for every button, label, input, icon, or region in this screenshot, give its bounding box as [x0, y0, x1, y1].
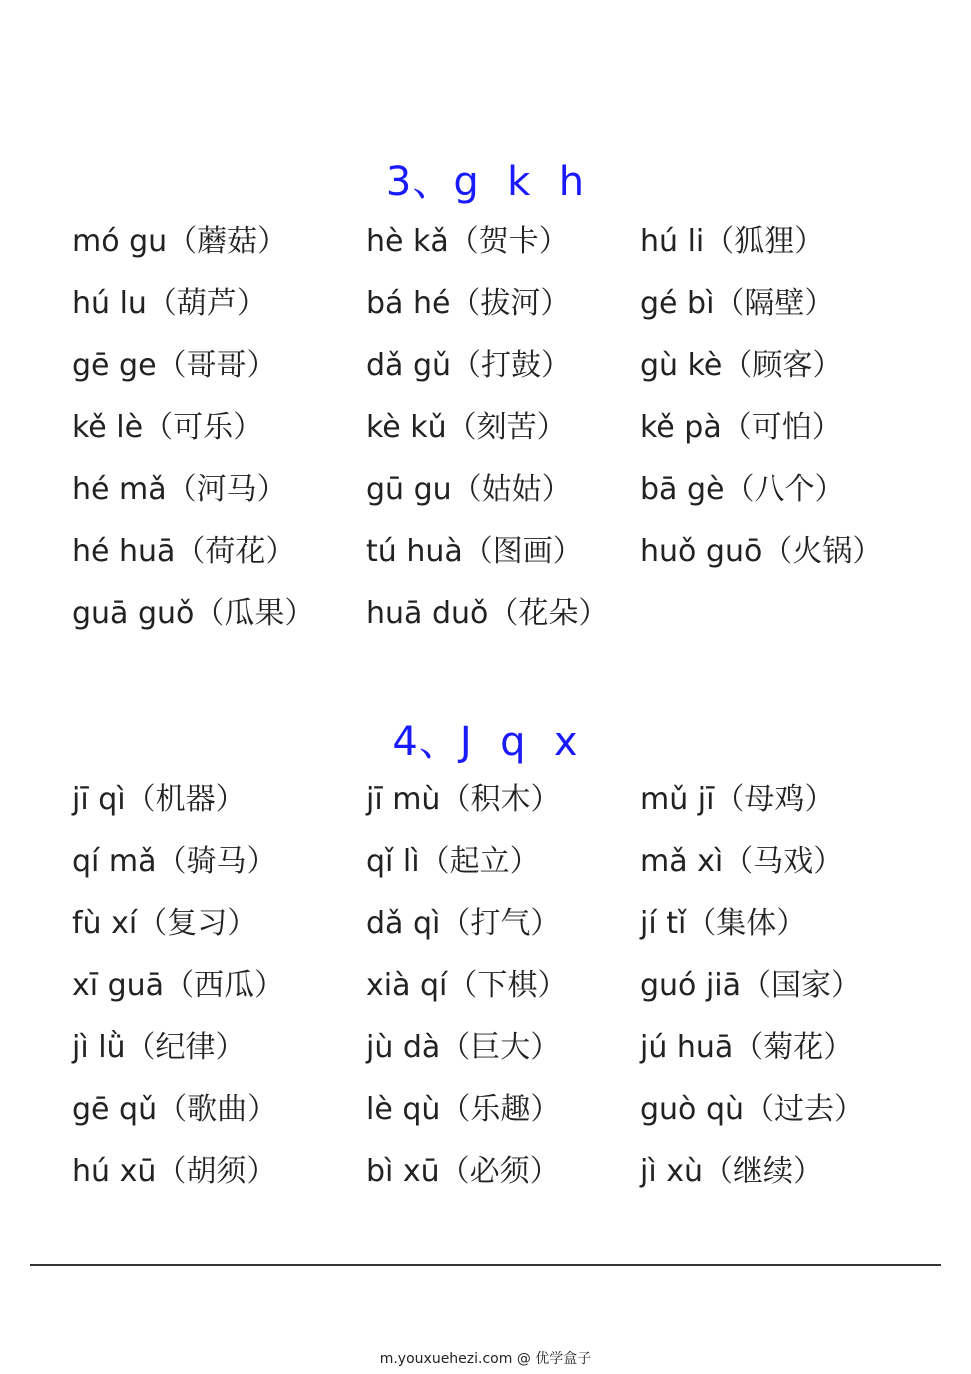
word-item: jì lǜ（纪律） [72, 1030, 246, 1065]
word-item: qǐ lì（起立） [366, 844, 540, 879]
word-item: huā duǒ（花朵） [366, 596, 609, 631]
word-item: hé mǎ（河马） [72, 472, 287, 507]
word-row [72, 902, 932, 964]
word-item: mó gu（蘑菇） [72, 224, 288, 259]
word-item: xià qí（下棋） [366, 968, 568, 1003]
word-row [72, 1088, 932, 1150]
word-item: mǎ xì（马戏） [640, 844, 844, 879]
word-item: jī mù（积木） [366, 782, 561, 817]
word-item: gē qǔ（歌曲） [72, 1092, 278, 1127]
word-item: guó jiā（国家） [640, 968, 862, 1003]
word-item: bá hé（拔河） [366, 286, 571, 321]
word-row [72, 406, 932, 468]
word-item: kě lè（可乐） [72, 410, 264, 445]
word-item: bì xū（必须） [366, 1154, 560, 1189]
word-item: dǎ qì（打气） [366, 906, 561, 941]
word-item: gé bì（隔壁） [640, 286, 835, 321]
word-row [72, 344, 932, 406]
word-row [72, 1150, 932, 1212]
word-row [72, 530, 932, 592]
word-item: kè kǔ（刻苦） [366, 410, 567, 445]
word-item: fù xí（复习） [72, 906, 258, 941]
word-item: jí tǐ（集体） [640, 906, 807, 941]
section-title-jqx: 4、J q x [392, 719, 579, 765]
word-row [72, 220, 932, 282]
word-item: kě pà（可怕） [640, 410, 842, 445]
word-item: guò qù（过去） [640, 1092, 865, 1127]
word-item: lè qù（乐趣） [366, 1092, 561, 1127]
word-item: xī guā（西瓜） [72, 968, 285, 1003]
word-item: gù kè（顾客） [640, 348, 843, 383]
word-item: mǔ jī（母鸡） [640, 782, 835, 817]
section-title-gkh: 3、g k h [385, 159, 586, 205]
word-item: gē ge（哥哥） [72, 348, 277, 383]
word-item: hú xū（胡须） [72, 1154, 277, 1189]
word-item: jù dà（巨大） [366, 1030, 561, 1065]
word-item: guā guǒ（瓜果） [72, 596, 315, 631]
word-row [72, 592, 932, 654]
word-item: hú li（狐狸） [640, 224, 825, 259]
word-item: tú huà（图画） [366, 534, 583, 569]
word-item: gū gu（姑姑） [366, 472, 572, 507]
word-item: jú huā（菊花） [640, 1030, 854, 1065]
word-row [72, 840, 932, 902]
word-item: hè kǎ（贺卡） [366, 224, 569, 259]
word-item: hú lu（葫芦） [72, 286, 267, 321]
word-item: hé huā（荷花） [72, 534, 296, 569]
word-row [72, 1026, 932, 1088]
word-grid-jqx [72, 778, 932, 1212]
word-item: qí mǎ（骑马） [72, 844, 277, 879]
word-grid-gkh [72, 220, 932, 654]
word-row [72, 468, 932, 530]
footer-divider [30, 1264, 941, 1266]
word-item: bā gè（八个） [640, 472, 845, 507]
word-item: jī qì（机器） [72, 782, 246, 817]
word-item: dǎ gǔ（打鼓） [366, 348, 572, 383]
word-item: huǒ guō（火锅） [640, 534, 883, 569]
word-row [72, 778, 932, 840]
word-item: jì xù（继续） [640, 1154, 823, 1189]
word-row [72, 964, 932, 1026]
footer-source: m.youxuehezi.com @ 优学盒子 [379, 1351, 592, 1367]
word-row [72, 282, 932, 344]
